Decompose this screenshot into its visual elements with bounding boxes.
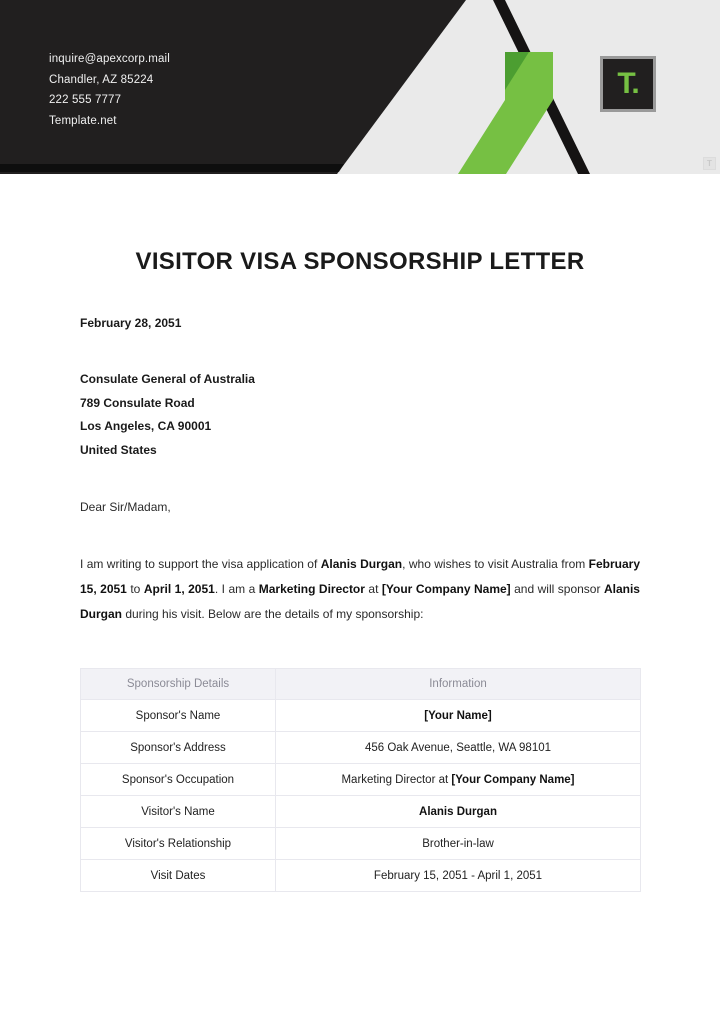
table-cell-value: February 15, 2051 - April 1, 2051 [276, 860, 641, 892]
contact-phone: 222 555 7777 [49, 94, 122, 106]
letterhead-header [0, 0, 720, 174]
table-cell-label: Sponsor's Name [81, 700, 276, 732]
template-watermark-badge: T [703, 157, 716, 170]
recipient-line-2: 789 Consulate Road [80, 395, 195, 410]
recipient-line-4: United States [80, 442, 157, 457]
table-row [81, 700, 641, 732]
table-cell-label: Visitor's Name [81, 796, 276, 828]
contact-email: inquire@apexcorp.mail [49, 53, 170, 65]
table-cell-value: 456 Oak Avenue, Seattle, WA 98101 [276, 732, 641, 764]
column-header-details: Sponsorship Details [81, 669, 276, 700]
page-title: VISITOR VISA SPONSORSHIP LETTER [135, 248, 585, 275]
table-cell-value: [Your Name] [276, 700, 641, 732]
salutation: Dear Sir/Madam, [80, 500, 171, 514]
contact-website: Template.net [49, 114, 117, 127]
body-paragraph: I am writing to support the visa application of Alanis Durgan, who wishes to visit Australia from February 15, 2051 to April 1, 2051. I am a Marketing Director at [Your Company Name] and will sponsor Alanis Durgan during his visit. Below are the details of my sponsorship: [80, 557, 640, 621]
table-cell-label: Visitor's Relationship [81, 828, 276, 860]
recipient-line-3: Los Angeles, CA 90001 [80, 419, 212, 433]
letter-body [80, 316, 640, 627]
sponsorship-details-table [80, 668, 641, 892]
table-row [81, 732, 641, 764]
column-header-information: Information [276, 669, 641, 700]
contact-info-block [49, 49, 170, 131]
letter-date: February 28, 2051 [80, 316, 182, 330]
table-row [81, 764, 641, 796]
table-header-row [81, 669, 641, 700]
table-row [81, 828, 641, 860]
table-cell-value: Marketing Director at [Your Company Name] [276, 764, 641, 796]
recipient-line-1: Consulate General of Australia [80, 372, 255, 386]
table-cell-label: Sponsor's Occupation [81, 764, 276, 796]
table-cell-label: Visit Dates [81, 860, 276, 892]
table-cell-label: Sponsor's Address [81, 732, 276, 764]
table-cell-value: Alanis Durgan [276, 796, 641, 828]
table-head [81, 669, 641, 700]
table-body [81, 700, 641, 892]
contact-city-state-zip: Chandler, AZ 85224 [49, 73, 154, 86]
table-cell-value: Brother-in-law [276, 828, 641, 860]
table-row [81, 796, 641, 828]
company-logo [600, 56, 656, 112]
logo-t-icon: T. [617, 67, 639, 100]
recipient-address-block [80, 368, 640, 462]
table-row [81, 860, 641, 892]
